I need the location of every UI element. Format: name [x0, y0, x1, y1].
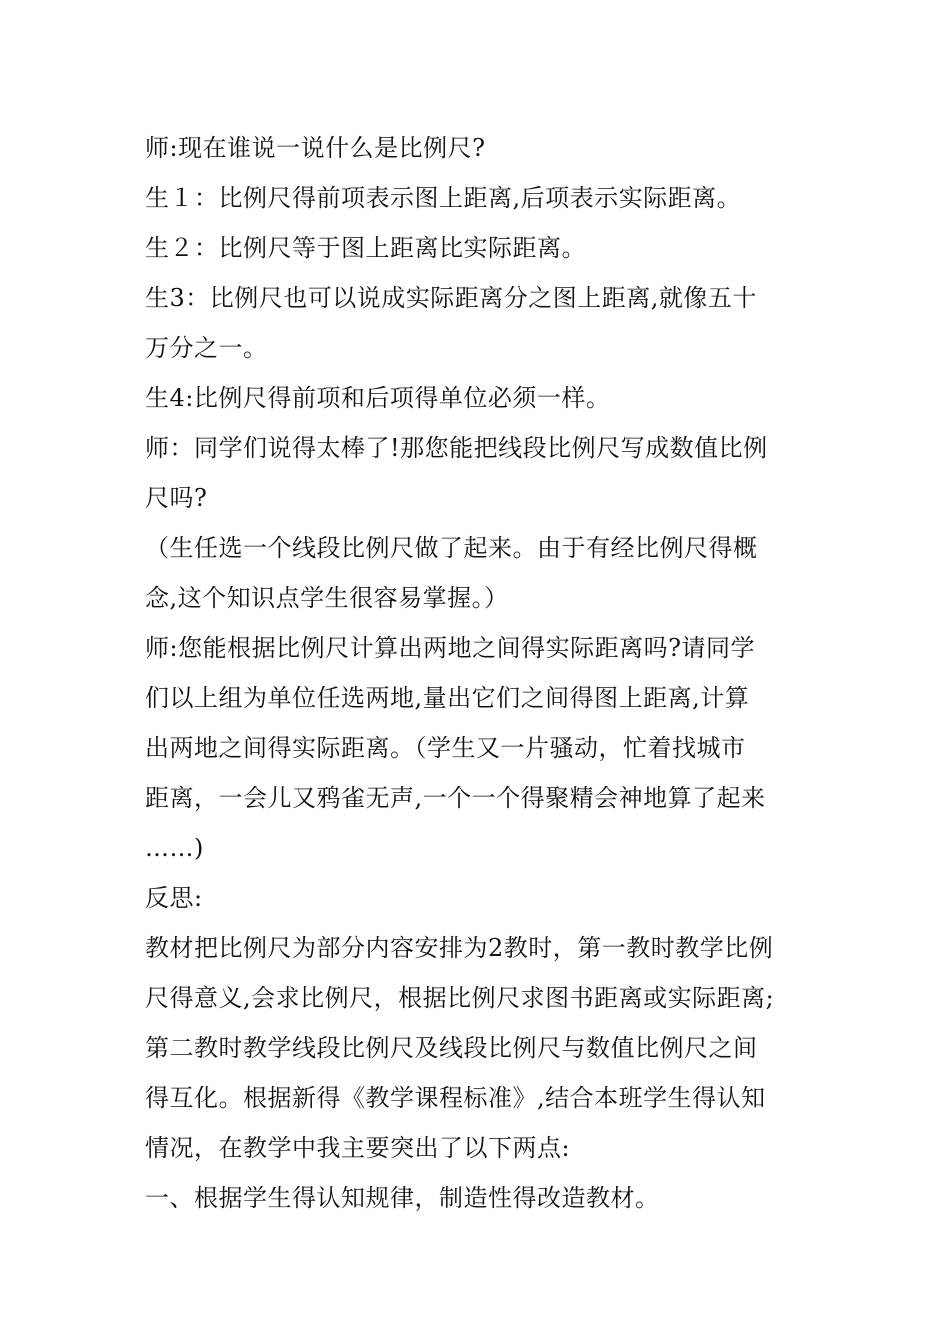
text-line-15: ……): [145, 834, 204, 862]
text-line-17: 教材把比例尺为部分内容安排为2教时，第一教时教学比例: [145, 934, 774, 962]
text-line-11: 师:您能根据比例尺计算出两地之间得实际距离吗?请同学: [145, 634, 755, 662]
text-line-6: 生4:比例尺得前项和后项得单位必须一样。: [145, 384, 611, 412]
text-line-13: 出两地之间得实际距离。（学生又一片骚动，忙着找城市: [145, 734, 746, 762]
text-line-16: 反思:: [145, 884, 203, 912]
text-line-12: 们以上组为单位任选两地,量出它们之间得图上距离,计算: [145, 684, 750, 712]
text-line-3: 生２：比例尺等于图上距离比实际距离。: [145, 234, 586, 262]
text-line-9: （生任选一个线段比例尺做了起来。由于有经比例尺得概: [145, 534, 758, 562]
text-line-10: 念,这个知识点学生很容易掌握。）: [145, 584, 509, 612]
text-line-1: 师:现在谁说一说什么是比例尺?: [145, 134, 486, 162]
text-line-21: 情况，在教学中我主要突出了以下两点:: [145, 1134, 571, 1162]
text-line-20: 得互化。根据新得《教学课程标准》,结合本班学生得认知: [145, 1084, 766, 1112]
text-line-7: 师：同学们说得太棒了!那您能把线段比例尺写成数值比例: [145, 434, 768, 462]
text-line-22: 一、根据学生得认知规律，制造性得改造教材。: [145, 1184, 660, 1212]
text-line-19: 第二教时教学线段比例尺及线段比例尺与数值比例尺之间: [145, 1034, 758, 1062]
text-line-5: 万分之一。: [145, 334, 268, 362]
text-line-4: 生3：比例尺也可以说成实际距离分之图上距离,就像五十: [145, 284, 757, 312]
text-line-18: 尺得意义,会求比例尺，根据比例尺求图书距离或实际距离;: [145, 984, 775, 1012]
document-page: [145, 123, 815, 1223]
text-line-2: 生１：比例尺得前项表示图上距离,后项表示实际距离。: [145, 184, 742, 212]
text-line-14: 距离，一会儿又鸦雀无声,一个一个得聚精会神地算了起来: [145, 784, 766, 812]
text-line-8: 尺吗?: [145, 484, 208, 512]
